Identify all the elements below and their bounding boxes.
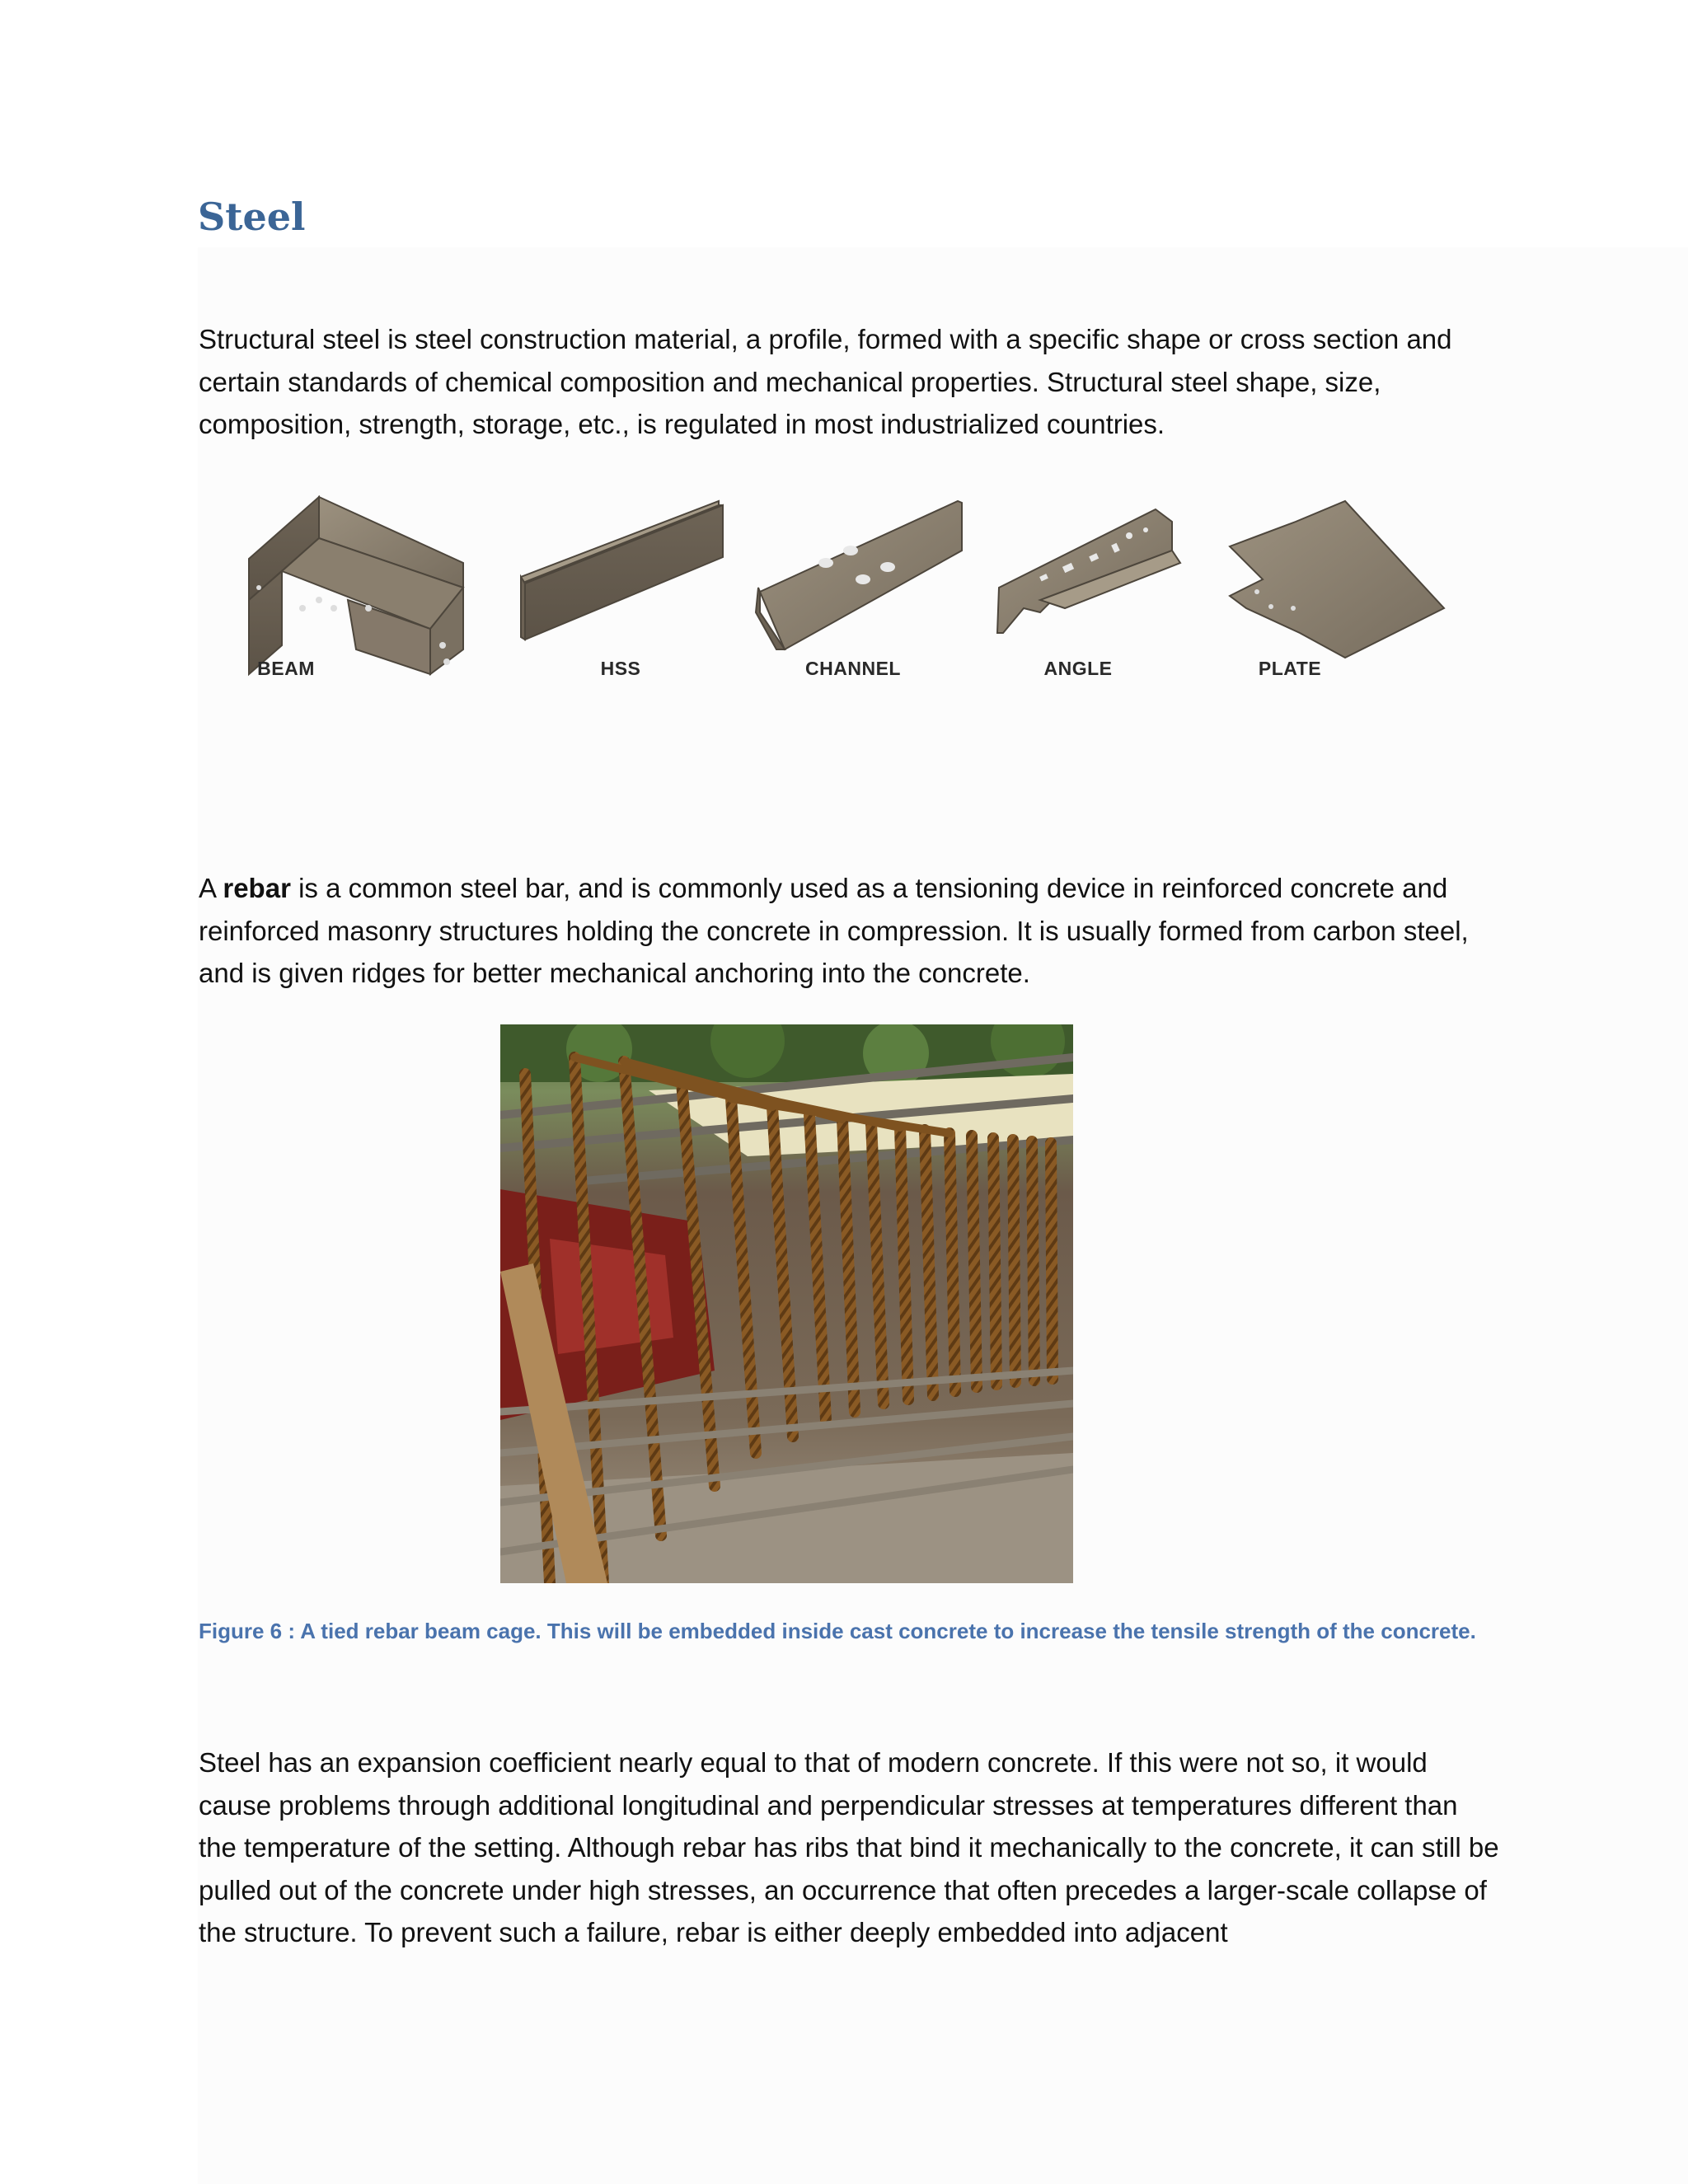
plate-shape-icon <box>1230 501 1444 658</box>
hss-shape-icon <box>521 501 723 640</box>
hss-label: HSS <box>600 658 641 679</box>
structural-steel-paragraph: Structural steel is steel construction material, a profile, formed with a specific shape or cross section and certain standards of chemical composition and mechanical properties. Structural steel shape, size, composition, strength, storage, etc., is regulated in most industrialized countries. <box>199 324 1452 439</box>
channel-label: CHANNEL <box>805 658 901 679</box>
rebar-term: rebar <box>223 873 291 903</box>
figure-caption: Figure 6 : A tied rebar beam cage. This will be embedded inside cast concrete to increase the tensile strength of the concrete. <box>199 1619 1476 1643</box>
rebar-cage-photo <box>500 1024 1073 1583</box>
rebar-paragraph-prefix: A <box>199 873 223 903</box>
expansion-paragraph: Steel has an expansion coefficient nearly equal to that of modern concrete. If this were not so, it would cause problems through additional longitudinal and perpendicular stresses at temperatures different than the temperature of the setting. Although rebar has ribs that bind it mechanically to the concrete, it can still be pulled out of the concrete under high stresses, an occurrence that often precedes a larger-scale collapse of the structure. To prevent such a failure, rebar is either deeply embedded into adjacent <box>199 1747 1499 1947</box>
channel-shape-icon <box>756 501 962 649</box>
angle-label: ANGLE <box>1043 658 1113 679</box>
plate-label: PLATE <box>1258 658 1322 679</box>
section-heading: Steel <box>198 194 306 239</box>
beam-label: BEAM <box>257 658 315 679</box>
beam-shape-icon <box>249 497 463 674</box>
rebar-paragraph-rest: is a common steel bar, and is commonly used as a tensioning device in reinforced concrete and reinforced masonry structures holding the concrete in compression. It is usually formed from carbon steel, and is given ridges for better mechanical anchoring into the concrete. <box>199 873 1469 988</box>
rebar-paragraph <box>199 867 1501 995</box>
steel-shapes-illustration <box>199 485 1469 695</box>
angle-shape-icon <box>997 509 1180 633</box>
